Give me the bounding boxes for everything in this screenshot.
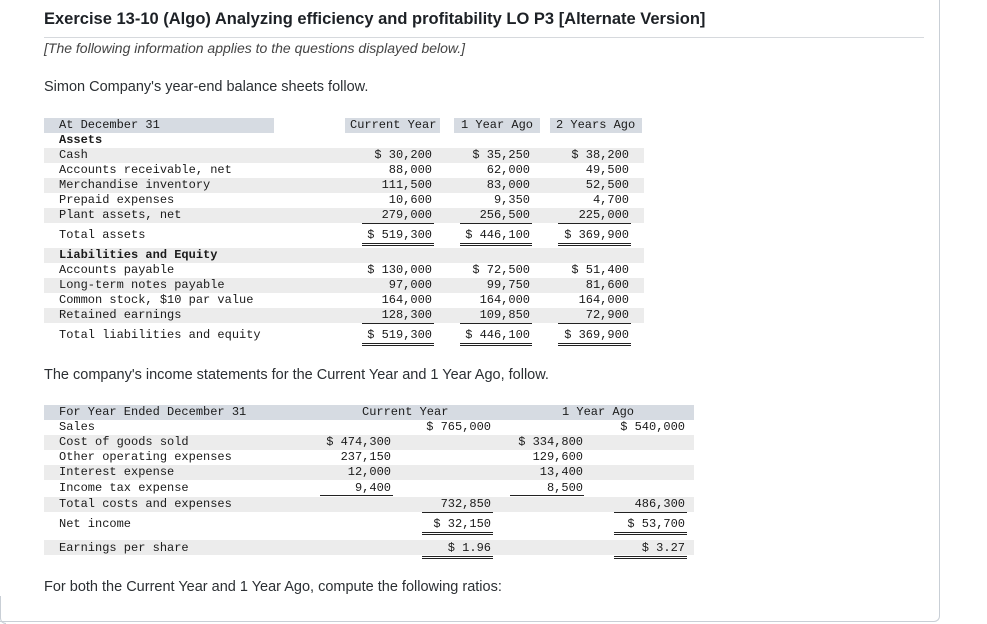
bs-col-current-year: Current Year bbox=[350, 118, 437, 132]
double-underline bbox=[614, 534, 687, 535]
double-underline bbox=[558, 243, 631, 244]
underline bbox=[558, 323, 631, 324]
cell-cy: 12,000 bbox=[347, 465, 391, 479]
cell-1-year-ago: 256,500 bbox=[479, 208, 530, 222]
row-label: Earnings per share bbox=[59, 541, 189, 555]
row-label: Common stock, $10 par value bbox=[59, 293, 254, 307]
cell-cy-total: $ 765,000 bbox=[426, 420, 491, 434]
row-label: Merchandise inventory bbox=[59, 178, 211, 192]
underline bbox=[614, 512, 687, 513]
double-underline bbox=[362, 245, 434, 246]
double-underline bbox=[362, 345, 434, 346]
bs-col-2-years-ago: 2 Years Ago bbox=[556, 118, 636, 132]
cell-py: 129,600 bbox=[532, 450, 583, 464]
double-underline bbox=[422, 556, 493, 557]
cell-2-years-ago: $ 369,900 bbox=[564, 228, 629, 242]
cell-2-years-ago: 225,000 bbox=[578, 208, 629, 222]
cell-py-total: $ 540,000 bbox=[620, 420, 685, 434]
double-underline bbox=[460, 245, 532, 246]
cell-current-year: $ 30,200 bbox=[374, 148, 432, 162]
cell-current-year: $ 130,000 bbox=[367, 263, 432, 277]
card-edge bbox=[0, 596, 6, 624]
income-statement-intro: The company's income statements for the Current Year and 1 Year Ago, follow. bbox=[44, 367, 549, 383]
underline bbox=[460, 223, 532, 224]
cell-cy: 9,400 bbox=[354, 481, 391, 495]
cell-current-year: 128,300 bbox=[381, 308, 432, 322]
cell-py: 13,400 bbox=[539, 465, 583, 479]
cell-1-year-ago: $ 35,250 bbox=[472, 148, 530, 162]
double-underline bbox=[614, 556, 687, 557]
underline bbox=[320, 495, 393, 496]
cell-2-years-ago: 164,000 bbox=[578, 293, 629, 307]
double-underline bbox=[614, 558, 687, 559]
row-label: Prepaid expenses bbox=[59, 193, 175, 207]
is-header-label: For Year Ended December 31 bbox=[59, 405, 247, 419]
row-label: Total assets bbox=[59, 228, 146, 242]
cell-current-year: 279,000 bbox=[381, 208, 432, 222]
row-label: Other operating expenses bbox=[59, 450, 232, 464]
cell-current-year: $ 519,300 bbox=[367, 328, 432, 342]
cell-current-year: 10,600 bbox=[388, 193, 432, 207]
cell-1-year-ago: 9,350 bbox=[493, 193, 530, 207]
row-label: Income tax expense bbox=[59, 481, 189, 495]
info-note: [The following information applies to the questions displayed below.] bbox=[44, 40, 466, 56]
is-col-1-year-ago: 1 Year Ago bbox=[562, 405, 635, 419]
row-label: Net income bbox=[59, 517, 132, 531]
cell-1-year-ago: $ 72,500 bbox=[472, 263, 530, 277]
double-underline bbox=[460, 243, 532, 244]
cell-py-total: $ 3.27 bbox=[641, 541, 685, 555]
cell-2-years-ago: 72,900 bbox=[585, 308, 629, 322]
double-underline bbox=[422, 534, 493, 535]
cell-current-year: 164,000 bbox=[381, 293, 432, 307]
underline bbox=[558, 223, 631, 224]
row-label: Cash bbox=[59, 148, 88, 162]
cell-2-years-ago: $ 369,900 bbox=[564, 328, 629, 342]
cell-py-total: 486,300 bbox=[634, 497, 685, 511]
cell-2-years-ago: 4,700 bbox=[592, 193, 629, 207]
row-label: Total costs and expenses bbox=[59, 497, 232, 511]
underline bbox=[422, 512, 493, 513]
cell-cy-total: $ 32,150 bbox=[433, 517, 491, 531]
cell-py: $ 334,800 bbox=[518, 435, 583, 449]
double-underline bbox=[362, 343, 434, 344]
double-underline bbox=[422, 558, 493, 559]
cell-current-year: $ 519,300 bbox=[367, 228, 432, 242]
liabilities-heading: Liabilities and Equity bbox=[59, 248, 218, 262]
row-label: Accounts payable bbox=[59, 263, 175, 277]
row-label: Total liabilities and equity bbox=[59, 328, 261, 342]
ratios-instruction: For both the Current Year and 1 Year Ago, compute the following ratios: bbox=[44, 579, 502, 595]
row-label: Sales bbox=[59, 420, 96, 434]
row-label: Interest expense bbox=[59, 465, 175, 479]
cell-2-years-ago: 81,600 bbox=[585, 278, 629, 292]
double-underline bbox=[422, 532, 493, 533]
exercise-title: Exercise 13-10 (Algo) Analyzing efficiency and profitability LO P3 [Alternate Version] bbox=[44, 10, 706, 28]
underline bbox=[362, 223, 434, 224]
cell-1-year-ago: 109,850 bbox=[479, 308, 530, 322]
double-underline bbox=[460, 343, 532, 344]
cell-1-year-ago: 83,000 bbox=[486, 178, 530, 192]
row-label: Accounts receivable, net bbox=[59, 163, 232, 177]
row-label: Retained earnings bbox=[59, 308, 182, 322]
cell-1-year-ago: 99,750 bbox=[486, 278, 530, 292]
cell-2-years-ago: $ 38,200 bbox=[571, 148, 629, 162]
cell-1-year-ago: 62,000 bbox=[486, 163, 530, 177]
double-underline bbox=[362, 243, 434, 244]
underline bbox=[460, 323, 532, 324]
balance-sheet-intro: Simon Company's year-end balance sheets follow. bbox=[44, 79, 369, 95]
cell-1-year-ago: $ 446,100 bbox=[465, 328, 530, 342]
underline bbox=[362, 323, 434, 324]
cell-py: 8,500 bbox=[546, 481, 583, 495]
cell-2-years-ago: 49,500 bbox=[585, 163, 629, 177]
double-underline bbox=[558, 245, 631, 246]
bs-header-label: At December 31 bbox=[59, 118, 160, 132]
underline bbox=[510, 495, 584, 496]
double-underline bbox=[460, 345, 532, 346]
bs-col-1-year-ago: 1 Year Ago bbox=[461, 118, 534, 132]
cell-current-year: 111,500 bbox=[381, 178, 432, 192]
cell-1-year-ago: 164,000 bbox=[479, 293, 530, 307]
cell-cy-total: $ 1.96 bbox=[447, 541, 491, 555]
cell-2-years-ago: $ 51,400 bbox=[571, 263, 629, 277]
cell-2-years-ago: 52,500 bbox=[585, 178, 629, 192]
cell-py-total: $ 53,700 bbox=[627, 517, 685, 531]
cell-cy-total: 732,850 bbox=[440, 497, 491, 511]
assets-heading: Assets bbox=[59, 133, 103, 147]
row-label: Cost of goods sold bbox=[59, 435, 189, 449]
title-divider bbox=[44, 37, 924, 38]
cell-1-year-ago: $ 446,100 bbox=[465, 228, 530, 242]
row-label: Long-term notes payable bbox=[59, 278, 225, 292]
row-label: Plant assets, net bbox=[59, 208, 182, 222]
cell-cy: $ 474,300 bbox=[326, 435, 391, 449]
cell-current-year: 88,000 bbox=[388, 163, 432, 177]
double-underline bbox=[558, 345, 631, 346]
cell-current-year: 97,000 bbox=[388, 278, 432, 292]
double-underline bbox=[558, 343, 631, 344]
double-underline bbox=[614, 532, 687, 533]
is-col-current-year: Current Year bbox=[362, 405, 449, 419]
cell-cy: 237,150 bbox=[340, 450, 391, 464]
